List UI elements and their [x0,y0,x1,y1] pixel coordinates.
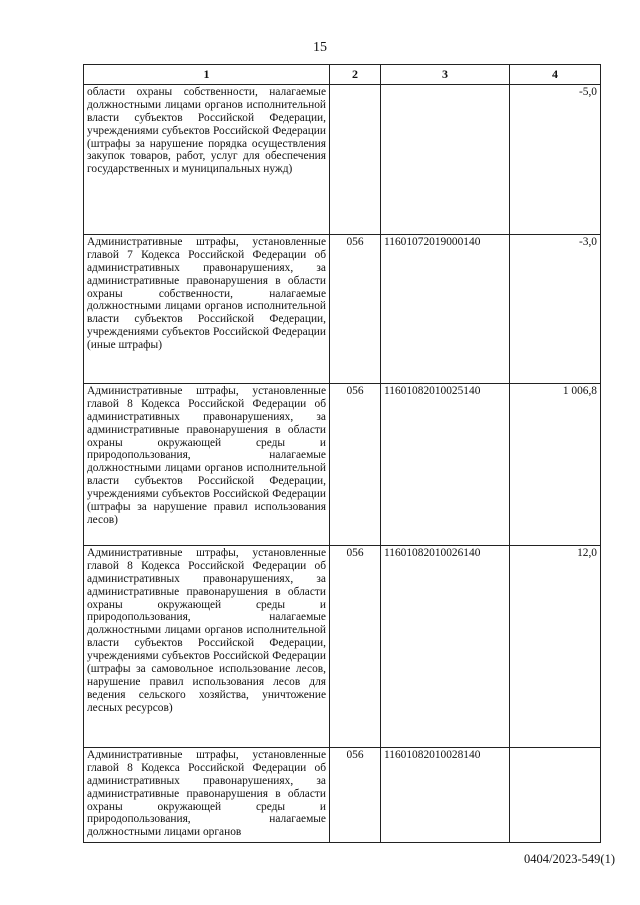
row-kbk-code: 11601082010025140 [381,383,510,545]
table-row [84,383,601,545]
row-amount [510,747,601,842]
header-col-2: 2 [330,65,381,85]
row-description: Административные штрафы, установленные главой 8 Кодекса Российской Федерации об административных правонарушениях, за административные правонарушения в области охраны окружающей среды и природопользования, налагаемые должностными лицами органов исполнительной власти субъектов Российской Федерации, учреждениями субъектов Российской Федерации (штрафы за нарушение правил использования лесов) [84,383,330,545]
table-row [84,545,601,747]
row-admin-code: 056 [330,545,381,747]
header-col-1: 1 [84,65,330,85]
header-col-3: 3 [381,65,510,85]
row-kbk-code: 11601082010026140 [381,545,510,747]
table-row [84,747,601,842]
header-col-4: 4 [510,65,601,85]
table-header-row [84,65,601,85]
table-row [84,234,601,383]
row-description: Административные штрафы, установленные главой 7 Кодекса Российской Федерации об административных правонарушениях, за административные правонарушения в области охраны собственности, налагаемые должностными лицами органов исполнительной власти субъектов Российской Федерации, учреждениями субъектов Российской Федерации (иные штрафы) [84,234,330,383]
row-kbk-code: 11601082010028140 [381,747,510,842]
revenue-table [83,64,601,843]
row-admin-code: 056 [330,747,381,842]
row-kbk-code: 11601072019000140 [381,234,510,383]
row-description: области охраны собственности, налагаемые должностными лицами органов исполнительной власти субъектов Российской Федерации, учреждениями субъектов Российской Федерации (штрафы за нарушение порядка осуществления закупок товаров, работ, услуг для обеспечения государственных и муниципальных нужд) [84,84,330,234]
row-admin-code: 056 [330,383,381,545]
row-admin-code [330,84,381,234]
row-amount: 1 006,8 [510,383,601,545]
row-amount: -5,0 [510,84,601,234]
page-number: 15 [313,40,327,55]
row-amount: 12,0 [510,545,601,747]
row-kbk-code [381,84,510,234]
row-description: Административные штрафы, установленные главой 8 Кодекса Российской Федерации об административных правонарушениях, за административные правонарушения в области охраны окружающей среды и природопользования, налагаемые должностными лицами органов [84,747,330,842]
table-row [84,84,601,234]
document-registration-code: 0404/2023-549(1) [524,852,615,866]
row-amount: -3,0 [510,234,601,383]
row-description: Административные штрафы, установленные главой 8 Кодекса Российской Федерации об административных правонарушениях, за административные правонарушения в области охраны окружающей среды и природопользования, налагаемые должностными лицами органов исполнительной власти субъектов Российской Федерации, учреждениями субъектов Российской Федерации (штрафы за самовольное использование лесов, нарушение правил использования лесов для ведения сельского хозяйства, уничтожение лесных ресурсов) [84,545,330,747]
row-admin-code: 056 [330,234,381,383]
